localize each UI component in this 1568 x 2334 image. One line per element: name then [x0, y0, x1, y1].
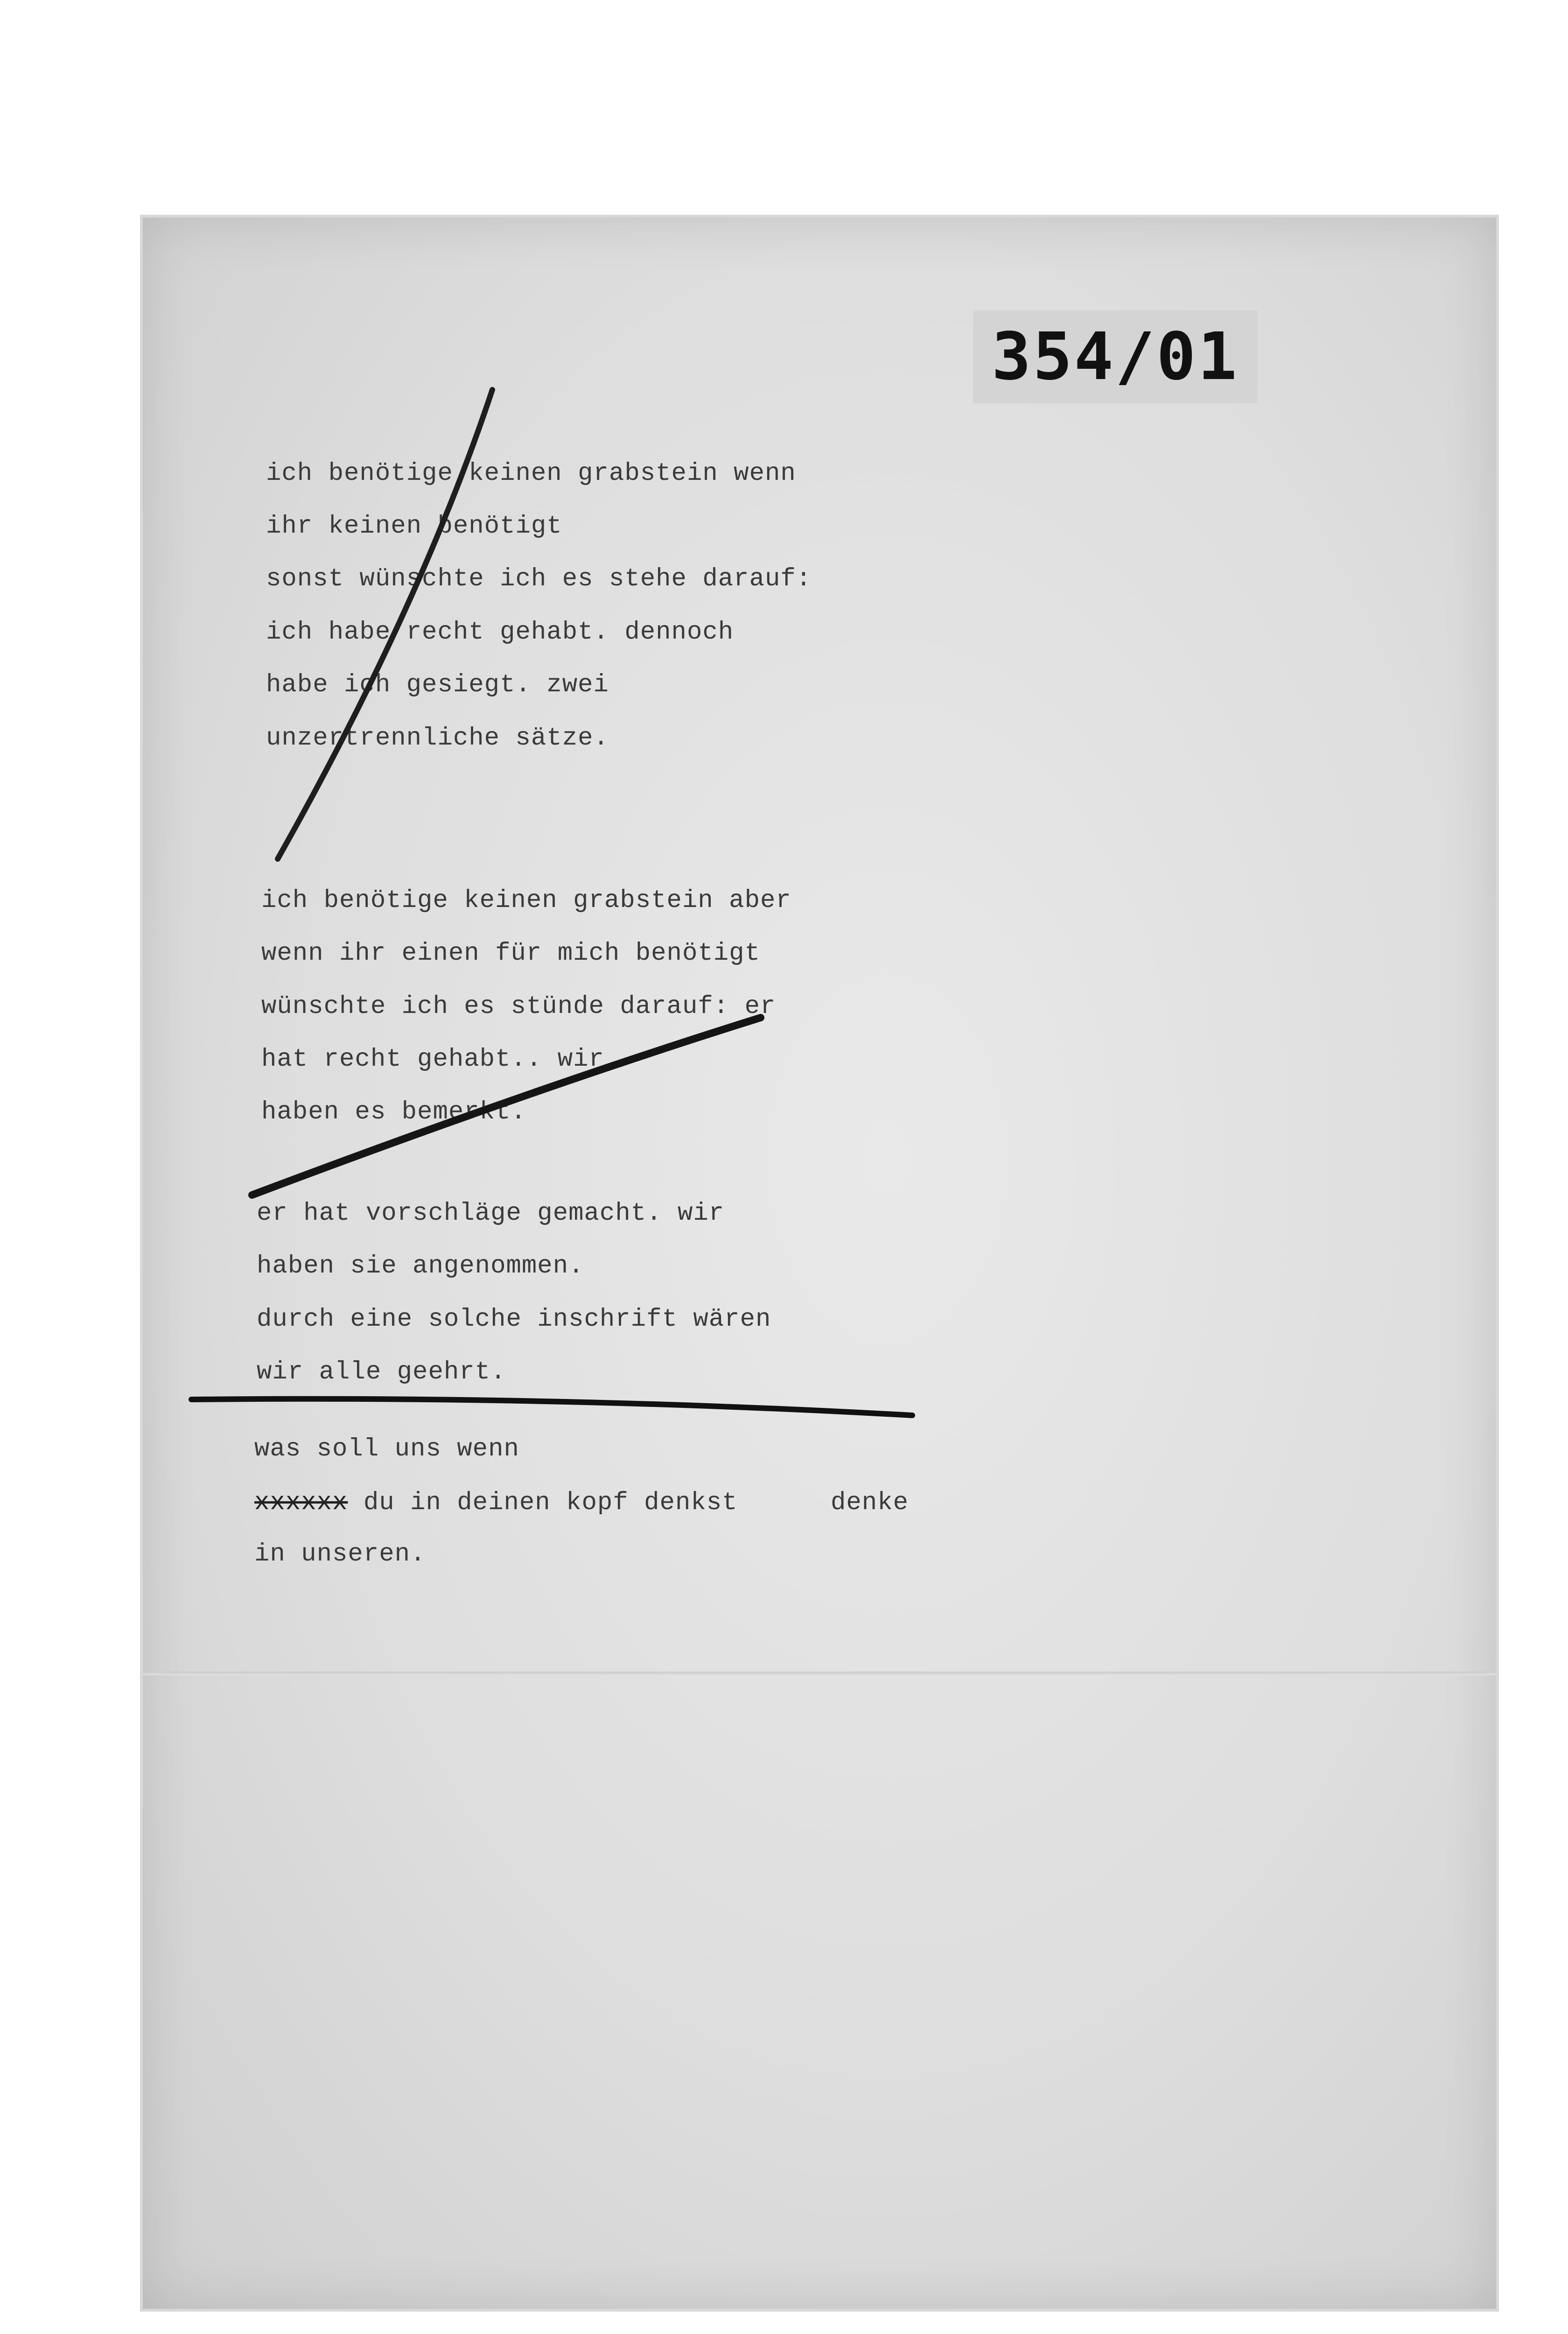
stanza-1-line-5: habe ich gesiegt. zwei: [266, 671, 609, 699]
struck-out-word: xxxxxx: [254, 1489, 348, 1517]
stanza-2-line-5: haben es bemerkt.: [261, 1098, 526, 1126]
stanza-1-line-6: unzertrennliche sätze.: [266, 724, 609, 752]
stanza-2-line-3: wünschte ich es stünde darauf: er: [261, 992, 776, 1021]
stanza-1-line-4: ich habe recht gehabt. dennoch: [266, 618, 734, 647]
stanza-3-line-3: durch eine solche inschrift wären: [257, 1305, 771, 1334]
stanza-1-line-1: ich benötige keinen grabstein wenn: [266, 459, 796, 488]
stanza-2-line-2: wenn ihr einen für mich benötigt: [261, 939, 760, 968]
horizontal-separator-stroke: [191, 1399, 912, 1415]
stanza-3-line-1: er hat vorschläge gemacht. wir: [257, 1199, 725, 1228]
stanza-1-line-3: sonst wünschte ich es stehe darauf:: [266, 565, 812, 593]
stanza-4-line-2-end: denke: [831, 1489, 909, 1517]
stanza-4-line-3: in unseren.: [254, 1540, 426, 1568]
stanza-1-line-2: ihr keinen benötigt: [266, 512, 562, 541]
stanza-2-line-4: hat recht gehabt.. wir: [261, 1045, 604, 1074]
diagonal-cancellation-stroke-2: [252, 1018, 761, 1195]
diagonal-cancellation-stroke-1: [278, 390, 492, 859]
stanza-2-line-1: ich benötige keinen grabstein aber: [261, 886, 791, 915]
stanza-4-line-1: was soll uns wenn: [254, 1435, 519, 1463]
stanza-4-line-2-text: du in deinen kopf denkst: [348, 1489, 738, 1517]
stanza-3-line-2: haben sie angenommen.: [257, 1252, 584, 1280]
archive-number-stamp: 354/01: [973, 310, 1258, 403]
stanza-3-line-4: wir alle geehrt.: [257, 1358, 506, 1386]
